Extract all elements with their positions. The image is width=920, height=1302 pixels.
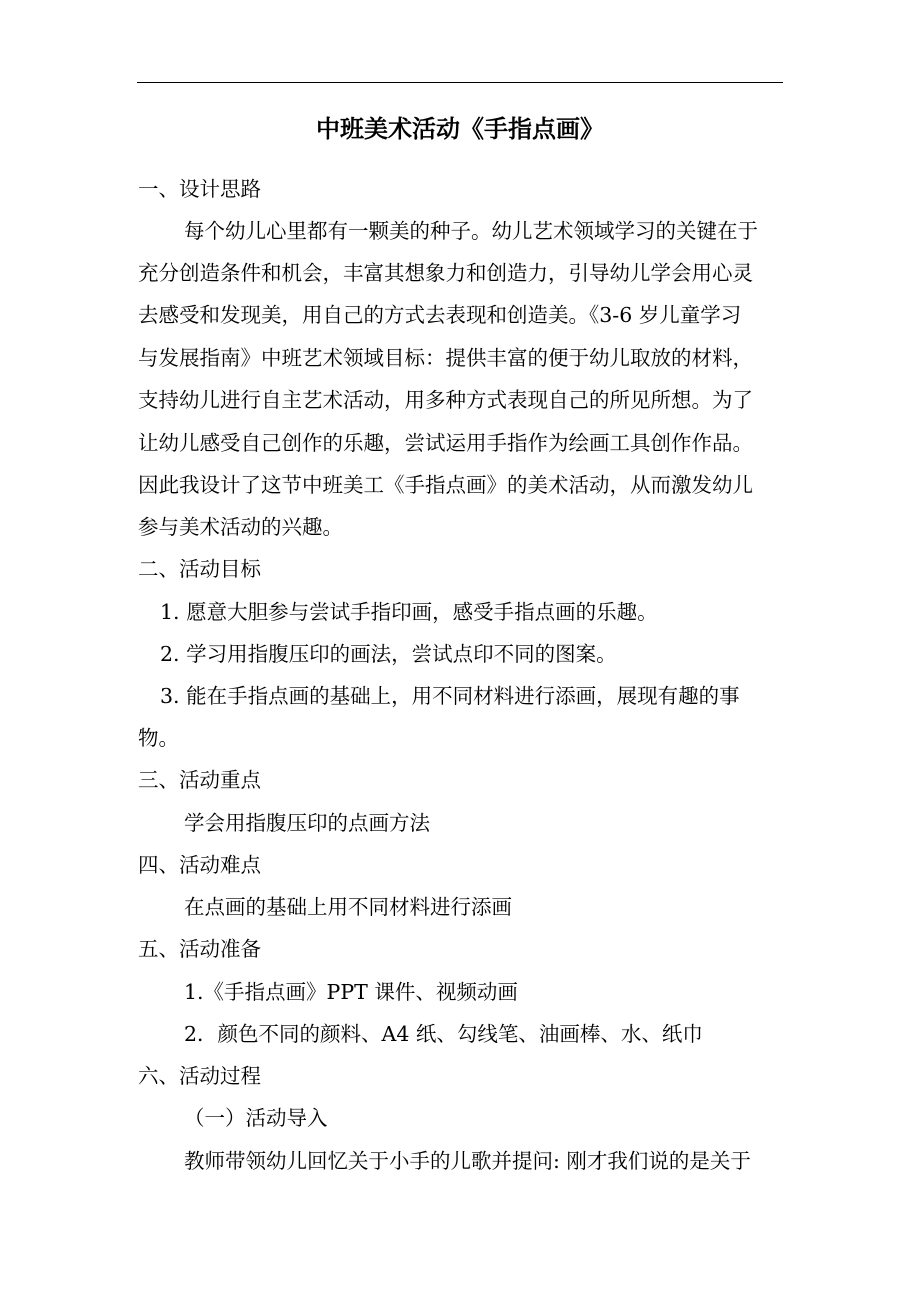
paragraph-line: 充分创造条件和机会，丰富其想象力和创造力，引导幼儿学会用心灵 xyxy=(138,261,753,285)
list-item-continuation: 物。 xyxy=(138,726,179,750)
list-item: 2．颜色不同的颜料、A4 纸、勾线笔、油画棒、水、纸巾 xyxy=(184,1022,703,1046)
section-heading-design: 一、设计思路 xyxy=(138,177,261,201)
page-title: 中班美术活动《手指点画》 xyxy=(316,115,604,143)
list-item: 2. 学习用指腹压印的画法，尝试点印不同的图案。 xyxy=(160,642,617,666)
section-heading-goals: 二、活动目标 xyxy=(138,557,261,581)
top-rule xyxy=(137,82,783,83)
section-heading-difficulty: 四、活动难点 xyxy=(138,853,261,877)
paragraph-line: 教师带领幼儿回忆关于小手的儿歌并提问: 刚才我们说的是关于 xyxy=(184,1149,751,1173)
paragraph-line: 去感受和发现美，用自己的方式去表现和创造美。《3-6 岁儿童学习 xyxy=(138,303,742,327)
paragraph-line: 支持幼儿进行自主艺术活动，用多种方式表现自己的所见所想。为了 xyxy=(138,388,753,412)
section-heading-focus: 三、活动重点 xyxy=(138,768,261,792)
paragraph-line: 学会用指腹压印的点画方法 xyxy=(184,811,430,835)
sub-heading: （一）活动导入 xyxy=(184,1106,328,1130)
paragraph-line: 因此我设计了这节中班美工《手指点画》的美术活动，从而激发幼儿 xyxy=(138,473,753,497)
list-item: 1. 愿意大胆参与尝试手指印画，感受手指点画的乐趣。 xyxy=(160,600,658,624)
paragraph-line: 每个幼儿心里都有一颗美的种子。幼儿艺术领域学习的关键在于 xyxy=(184,219,758,243)
section-heading-process: 六、活动过程 xyxy=(138,1064,261,1088)
list-item: 1.《手指点画》PPT 课件、视频动画 xyxy=(184,980,518,1004)
section-heading-preparation: 五、活动准备 xyxy=(138,937,261,961)
paragraph-line: 让幼儿感受自己创作的乐趣，尝试运用手指作为绘画工具创作作品。 xyxy=(138,431,753,455)
paragraph-line: 与发展指南》中班艺术领域目标：提供丰富的便于幼儿取放的材料， xyxy=(138,346,753,370)
paragraph-line: 在点画的基础上用不同材料进行添画 xyxy=(184,895,512,919)
paragraph-line: 参与美术活动的兴趣。 xyxy=(138,515,343,539)
list-item: 3. 能在手指点画的基础上，用不同材料进行添画，展现有趣的事 xyxy=(160,684,740,708)
